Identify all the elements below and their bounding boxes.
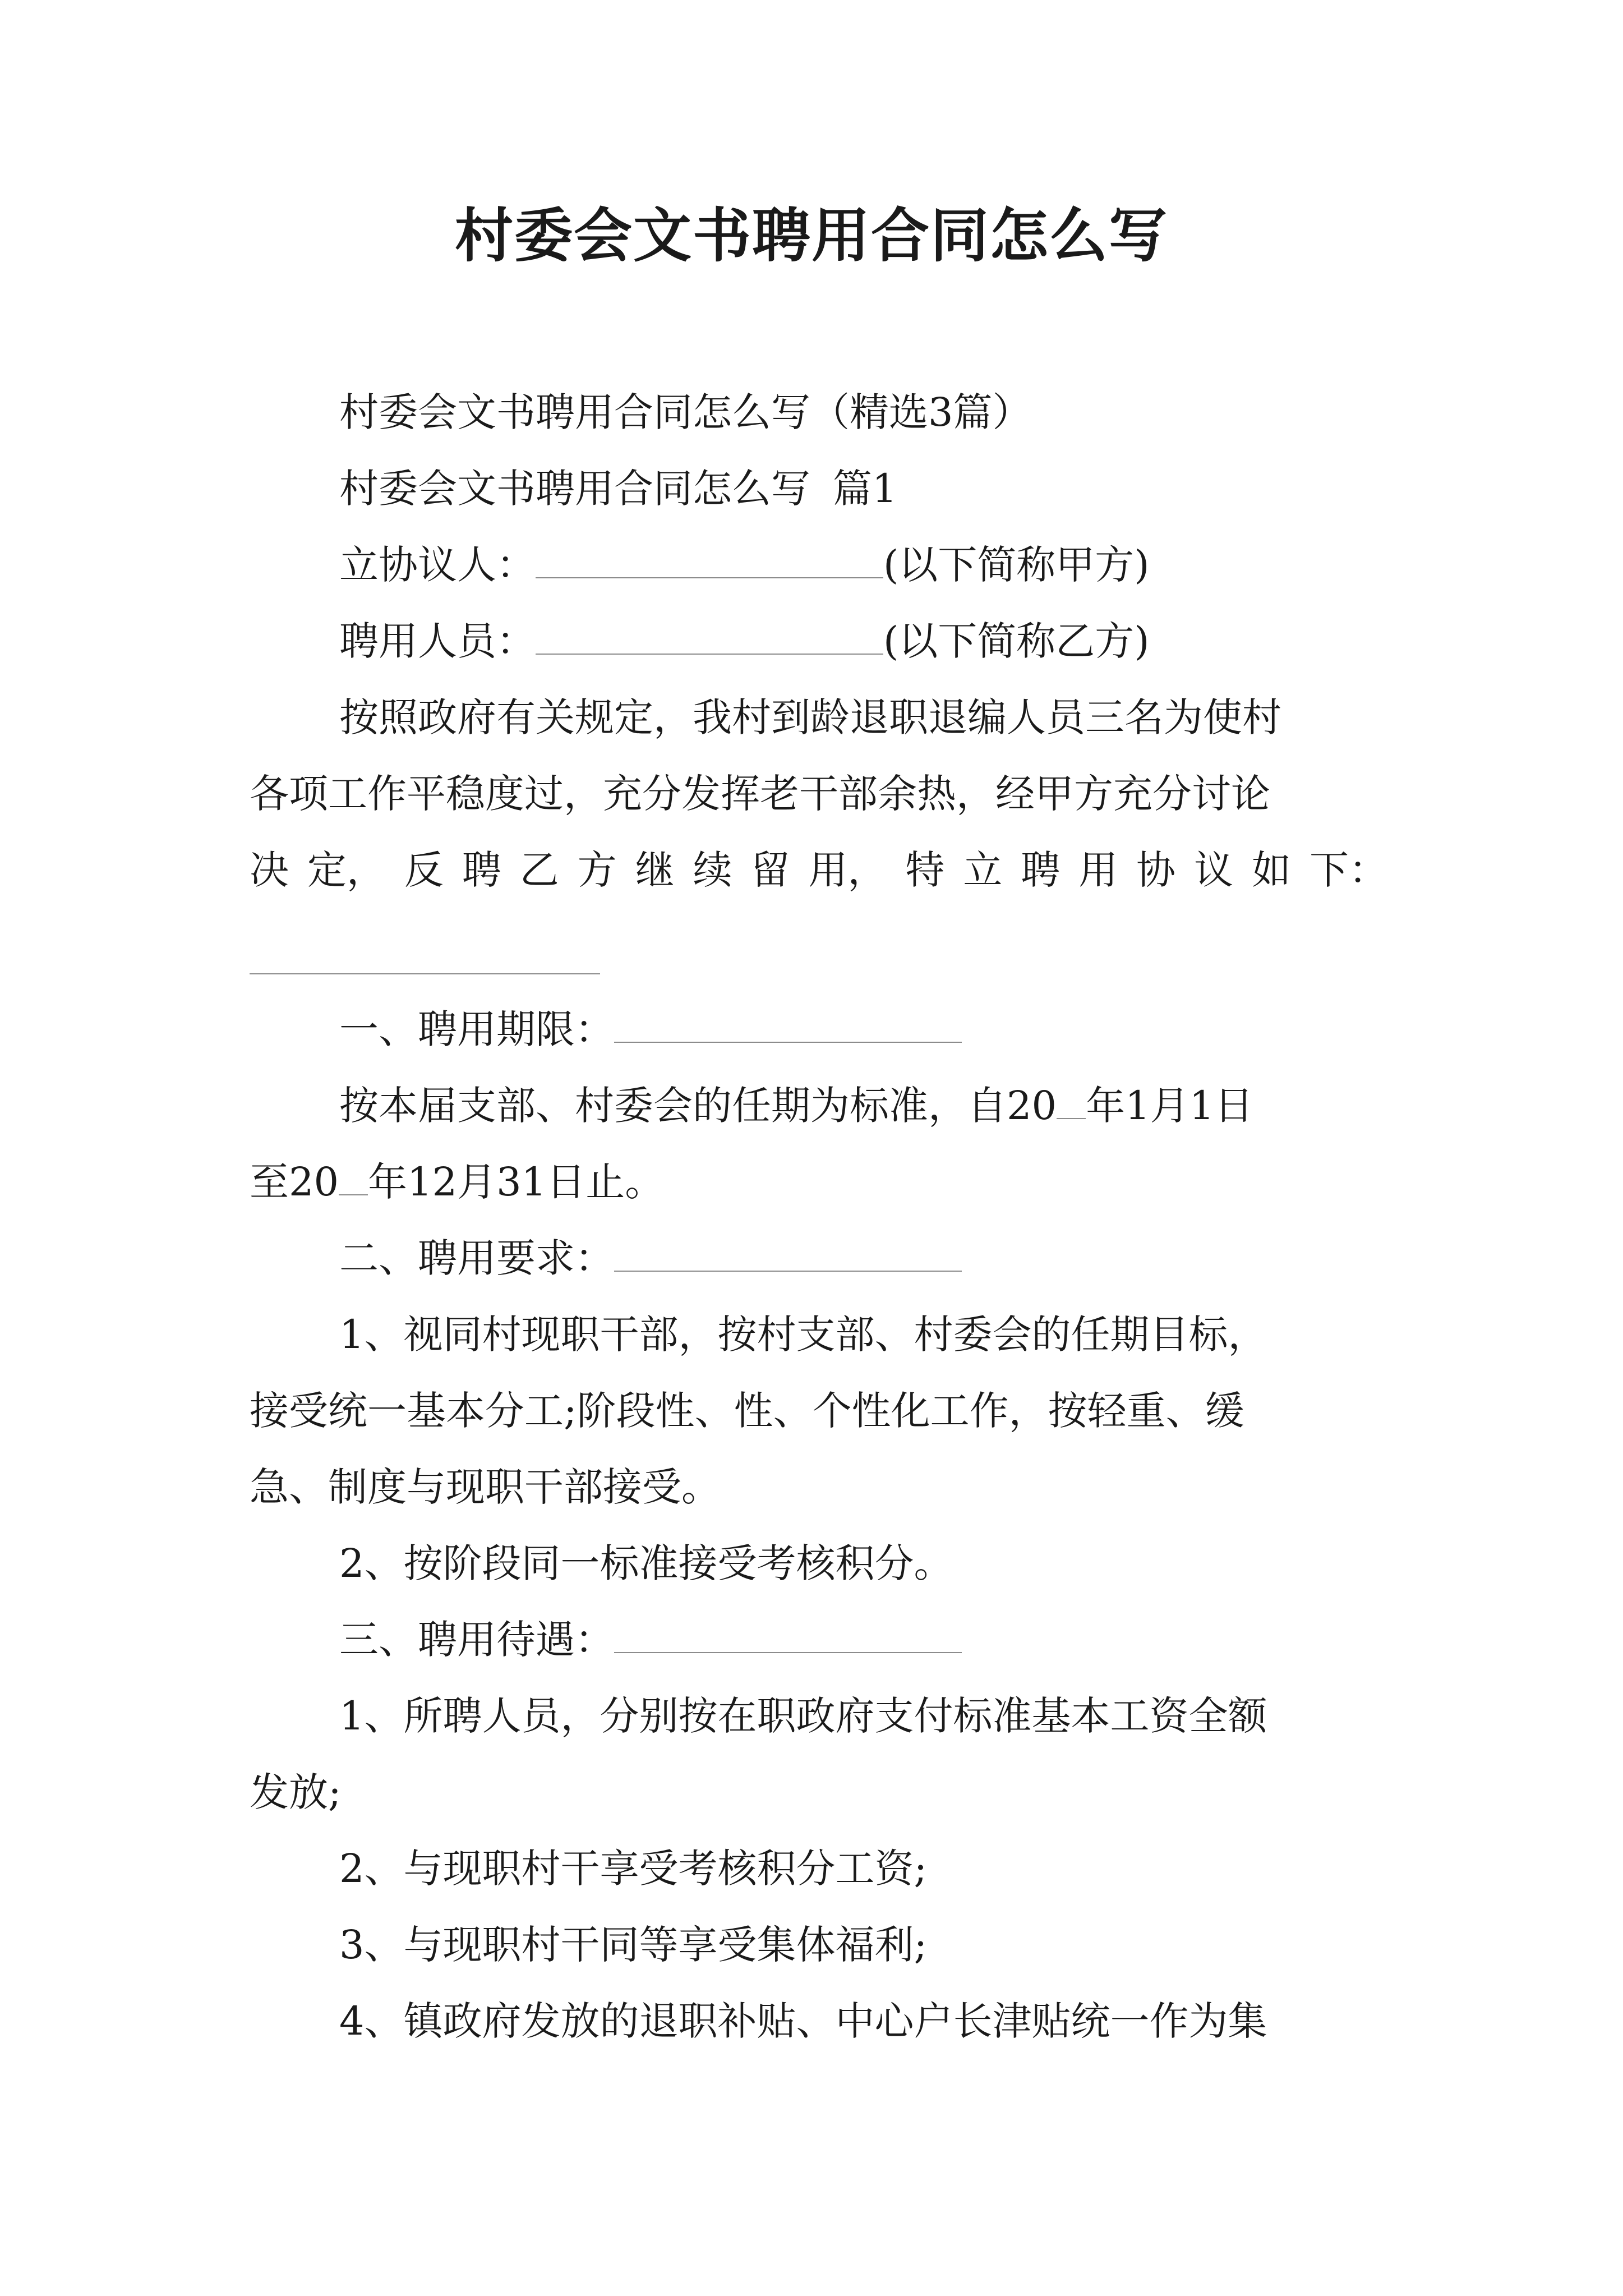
term-heading-blank (614, 1006, 962, 1043)
requirements-item-1-line-3: 急、制度与现职干部接受。 (250, 1464, 721, 1510)
intro-char: 用 (1078, 847, 1118, 893)
intro-char: 下： (1309, 847, 1388, 893)
requirements-heading (250, 1233, 1388, 1283)
year-blank (1057, 1085, 1086, 1119)
term-line-2-start: 至20 (250, 1159, 339, 1205)
document-title: 村委会文书聘用合同怎么写 (454, 201, 1168, 270)
treatment-item-1-line-1: 1、所聘人员，分别按在职政府支付标准基本工资全额 (339, 1693, 1267, 1739)
requirements-heading-label: 二、聘用要求： (339, 1235, 614, 1281)
subtitle: 村委会文书聘用合同怎么写（精选3篇） (339, 389, 1032, 435)
intro-line-2: 各项工作平稳度过，充分发挥老干部余热，经甲方充分讨论 (250, 771, 1270, 817)
party-b-label: 聘用人员： (339, 618, 536, 664)
term-line-2-end: 年12月31日止。 (368, 1159, 665, 1205)
section-heading-part: 篇1 (833, 466, 897, 512)
intro-char: 乙 (519, 847, 559, 893)
section-heading (250, 463, 1388, 514)
intro-line-3 (250, 845, 1388, 895)
intro-char: 定， (307, 847, 386, 893)
party-a-label: 立协议人： (339, 542, 536, 588)
party-b-note: (以下简称乙方) (883, 618, 1150, 664)
intro-char: 立 (963, 847, 1003, 893)
treatment-item-1-line-2: 发放; (250, 1769, 342, 1815)
term-line-2 (250, 1157, 1388, 1207)
party-a-note: (以下简称甲方) (883, 542, 1150, 588)
intro-char: 特 (905, 847, 945, 893)
term-line-1 (250, 1080, 1388, 1131)
treatment-heading (250, 1614, 1388, 1665)
term-line-1-end: 年1月1日 (1086, 1083, 1254, 1129)
intro-char: 留 (750, 847, 790, 893)
term-heading-label: 一、聘用期限： (339, 1006, 614, 1052)
term-line-1-start: 按本届支部、村委会的任期为标准，自20 (339, 1083, 1057, 1129)
intro-char: 聘 (462, 847, 501, 893)
intro-char: 方 (577, 847, 617, 893)
intro-char: 续 (693, 847, 732, 893)
intro-char: 聘 (1021, 847, 1061, 893)
party-a-line (250, 540, 1388, 590)
intro-char: 反 (404, 847, 444, 893)
intro-char: 继 (635, 847, 675, 893)
term-heading (250, 1004, 1388, 1055)
intro-char: 决 (250, 847, 289, 893)
party-b-blank (536, 618, 883, 655)
requirements-heading-blank (614, 1235, 962, 1272)
treatment-item-3: 3、与现职村干同等享受集体福利; (339, 1922, 928, 1968)
intro-blank-line (250, 973, 600, 974)
section-heading-name: 村委会文书聘用合同怎么写 (339, 466, 810, 512)
intro-char: 用， (808, 847, 887, 893)
party-a-blank (536, 541, 883, 578)
requirements-item-1-line-2: 接受统一基本分工;阶段性、性、个性化工作，按轻重、缓 (250, 1388, 1244, 1434)
treatment-item-4: 4、镇政府发放的退职补贴、中心户长津贴统一作为集 (339, 1998, 1267, 2044)
year-blank (339, 1162, 368, 1195)
intro-char: 协 (1136, 847, 1176, 893)
treatment-heading-label: 三、聘用待遇： (339, 1617, 614, 1663)
treatment-heading-blank (614, 1616, 962, 1653)
intro-char: 如 (1252, 847, 1291, 893)
intro-char: 议 (1194, 847, 1234, 893)
intro-line-1: 按照政府有关规定，我村到龄退职退编人员三名为使村 (339, 694, 1281, 740)
treatment-item-2: 2、与现职村干享受考核积分工资; (339, 1846, 928, 1892)
requirements-item-2: 2、按阶段同一标准接受考核积分。 (339, 1540, 953, 1586)
requirements-item-1-line-1: 1、视同村现职干部，按村支部、村委会的任期目标， (339, 1312, 1267, 1358)
party-b-line (250, 616, 1388, 666)
